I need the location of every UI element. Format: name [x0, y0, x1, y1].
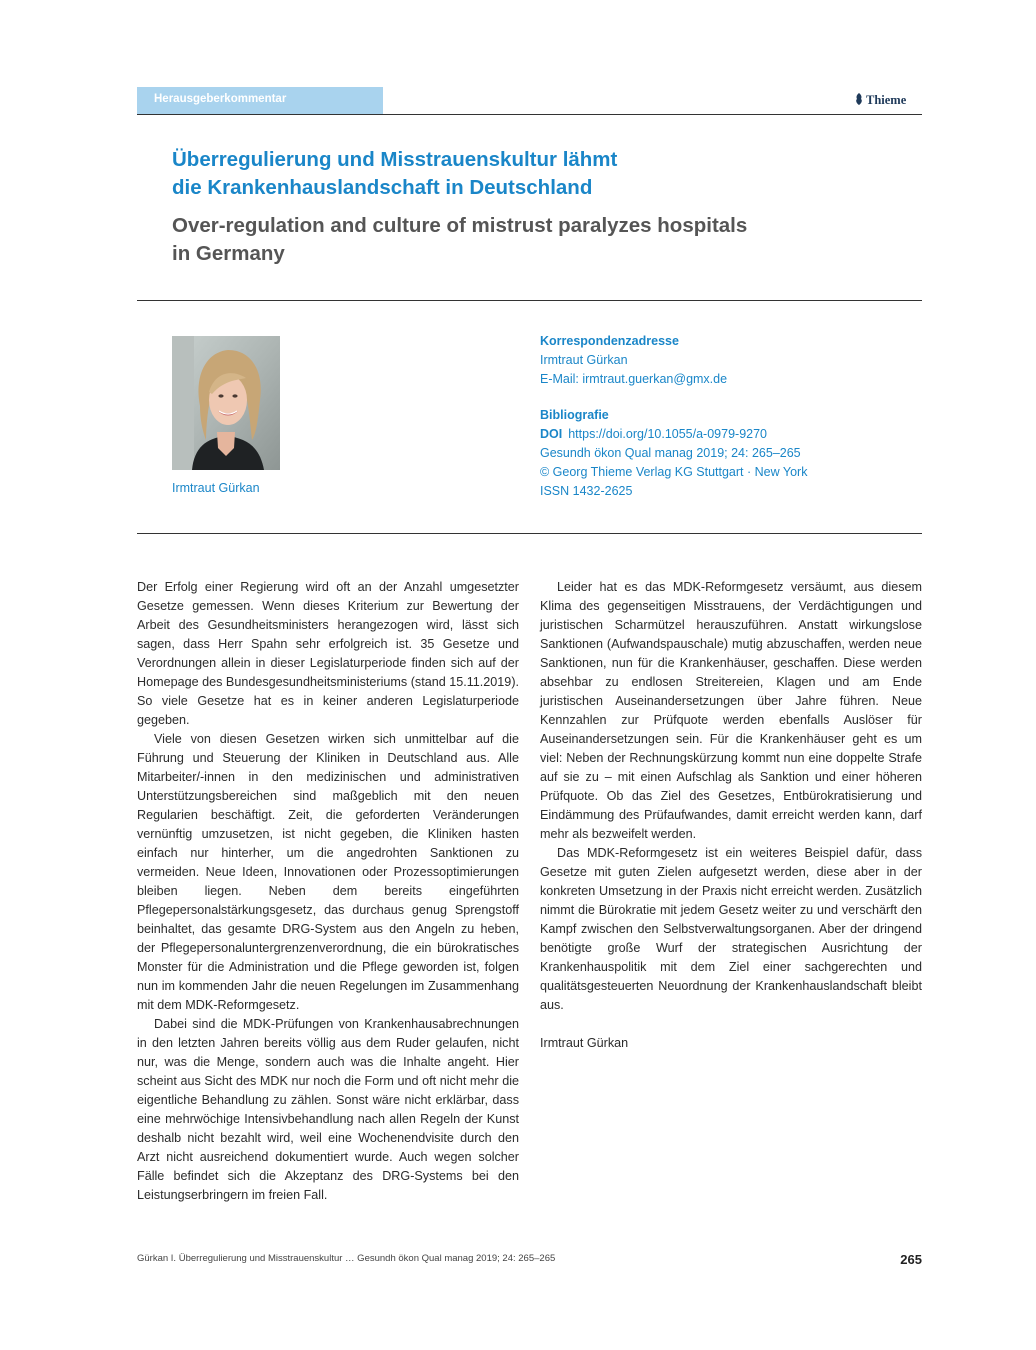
section-tag: Herausgeberkommentar	[137, 87, 383, 114]
citation: Gesundh ökon Qual manag 2019; 24: 265–265	[540, 446, 801, 460]
author-photo	[172, 336, 280, 470]
article-title-english	[172, 212, 832, 268]
title-german-line-2: die Krankenhauslandschaft in Deutschland	[172, 176, 593, 199]
doi-label: DOI	[540, 427, 563, 441]
body-paragraph-4: Leider hat es das MDK-Reformgesetz versäumt, aus diesem Klima des gegenseitigen Misstrauens, der Verdächtigungen und juristischen Scharmützel herauszuführen. Anstatt wirkungslose Sanktionen (Aufwandspauschale) mutig abzuschaffen, werden neue Sanktionen, nun für die Krankenhäuser, geschaffen. Diese werden absehbar zu endlosen Streitereien, Klagen und am Ende juristischen Auseinandersetzungen über Jahre führen. Neue Kennzahlen zur Prüfquote werden ebenfalls Auslöser für Auseinandersetzungen sein. Für die Krankenhäuser geht es um viel: Neben der Rechnungskürzung kommt nun eine doppelte Strafe auf sie zu – mit einen Aufschlag als Sanktion und einer höheren Prüfquote. Ob das Ziel des Gesetzes, Entbürokratisierung und Eindämmung des Prüfaufwandes, damit erreicht werden kann, darf mehr als bezweifelt werden.	[540, 580, 922, 841]
correspondence-email[interactable]: E-Mail: irmtraut.guerkan@gmx.de	[540, 372, 728, 386]
body-paragraph-1: Der Erfolg einer Regierung wird oft an der Anzahl umgesetzter Gesetze gemessen. Wenn dieses Kriterium zur Bewertung der Arbeit des Gesundheitsministers herangezogen wird, lässt sich sagen, dass Herr Spahn sehr erfolgreich ist. 35 Gesetze und Verordnungen allein in dieser Legislaturperiode finden sich auf der Homepage des Bundesgesundheitsministeriums (stand 15.11.2019). So viele Gesetze hat es in keiner anderen Legislaturperiode gegeben.	[137, 580, 520, 727]
page-number: 265	[900, 1252, 922, 1267]
brand-name: Thieme	[866, 93, 907, 107]
header-rule	[137, 114, 922, 115]
body-column-left	[137, 578, 519, 1205]
title-german-line-1: Überregulierung und Misstrauenskultur lähmt	[172, 148, 618, 171]
title-english-line-1: Over-regulation and culture of mistrust paralyzes hospitals	[172, 214, 748, 237]
bibliography-block	[540, 406, 807, 501]
body-paragraph-2: Viele von diesen Gesetzen wirken sich unmittelbar auf die Führung und Steuerung der Kliniken in Deutschland aus. Alle Mitarbeiter/-innen in den medizinischen und administrativen Unterstützungsbereichen sind maßgeblich mit den neuen Regularien beschäftigt. Zeit, die geforderten Veränderungen vernünftig umzusetzen, ist nicht gegeben, die Kliniken hasten einfach nur hinterher, um die angedrohten Sanktionen zu vermeiden. Neue Ideen, Innovationen oder Prozessoptimierungen bleiben liegen. Neben dem bereits eingeführten Pflegepersonalstärkungsgesetz, das durchaus genug Sprengstoff beinhaltet, das gesamte DRG-System aus den Angeln zu heben, der Pflegepersonaluntergrenzenverordnung, die ein bürokratisches Monster für die Administration und die Pflege geworden ist, folgen nun im kommenden Jahr die neuen Regelungen im Zusammenhang mit dem MDK-Reformgesetz.	[137, 732, 519, 1012]
copyright: © Georg Thieme Verlag KG Stuttgart · New York	[540, 465, 808, 479]
publisher-brand	[855, 93, 906, 108]
title-rule	[137, 300, 922, 301]
portrait-image	[172, 336, 280, 470]
bibliography-heading: Bibliografie	[540, 408, 609, 422]
correspondence-block	[540, 332, 727, 389]
thieme-logo-icon	[855, 93, 863, 105]
author-signature: Irmtraut Gürkan	[540, 1036, 629, 1050]
body-paragraph-5: Das MDK-Reformgesetz ist ein weiteres Beispiel dafür, dass Gesetze mit guten Zielen aufgesetzt werden, diese aber in der konkreten Umsetzung in der Praxis nicht erreicht werden. Zusätzlich nimmt die Bürokratie mit jedem Gesetz weiter zu und verschärft den Kampf zwischen den Selbstverwaltungsorganen. Aber der dringend benötigte große Wurf der strategischen Ausrichtung der Krankenhauspolitik mit dem Ziel einer sachgerechten und qualitätsgesteuerten Neuordnung der Krankenhauslandschaft bleibt aus.	[540, 846, 922, 1012]
correspondence-heading: Korrespondenzadresse	[540, 334, 679, 348]
running-footer: Gürkan I. Überregulierung und Misstrauenskultur … Gesundh ökon Qual manag 2019; 24: 265–265	[137, 1253, 556, 1264]
article-title-german	[172, 146, 832, 202]
title-english-line-2: in Germany	[172, 242, 285, 265]
info-rule	[137, 533, 922, 534]
doi-line	[540, 425, 807, 444]
photo-caption: Irmtraut Gürkan	[172, 481, 260, 495]
body-paragraph-3: Dabei sind die MDK-Prüfungen von Krankenhausabrechnungen in den letzten Jahren bereits völlig aus dem Ruder gelaufen, nicht nur, was die Menge, sondern auch was die Inhalte angeht. Hier scheint aus Sicht des MDK nur noch die Form und oft nicht mehr die eigentliche Behandlung zu zählen. Sonst wäre nicht erklärbar, dass eine mehrwöchige Intensivbehandlung nach allen Regeln der Kunst deshalb nicht bezahlt wird, weil eine Wochenendvisite durch den Arzt nicht ausreichend dokumentiert wurde. Auch wegen solcher Fälle befindet sich die Akzeptanz des DRG-Systems bei den Leistungserbringern im freien Fall.	[137, 1017, 519, 1202]
body-column-right	[540, 578, 922, 1053]
doi-link[interactable]: https://doi.org/10.1055/a-0979-9270	[568, 427, 767, 441]
correspondence-name: Irmtraut Gürkan	[540, 353, 628, 367]
issn: ISSN 1432-2625	[540, 484, 633, 498]
